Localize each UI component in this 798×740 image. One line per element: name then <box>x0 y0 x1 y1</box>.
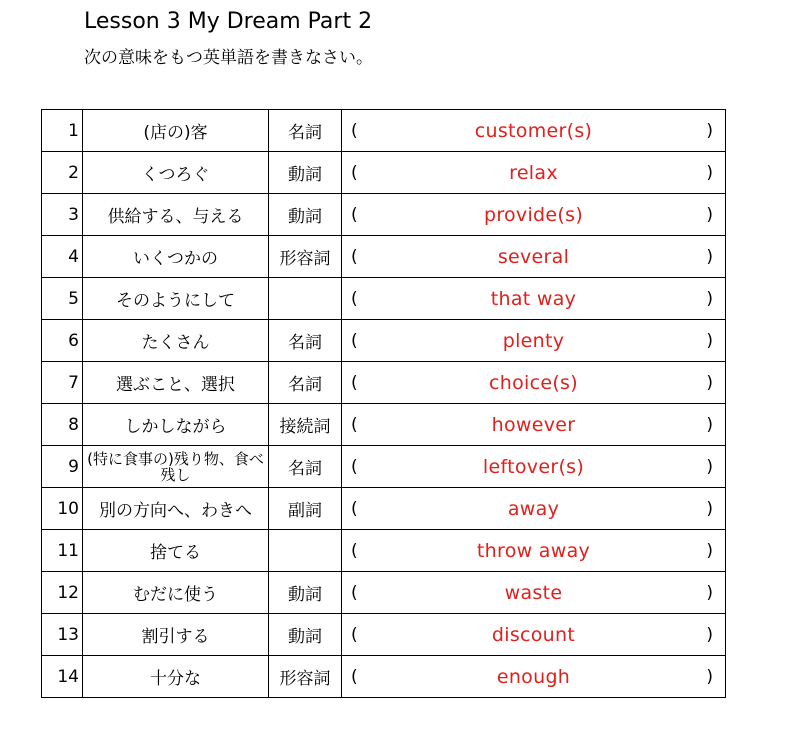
table-row <box>42 404 726 446</box>
close-paren: ) <box>706 667 713 687</box>
open-paren: ( <box>351 457 358 477</box>
answer-cell <box>342 110 726 152</box>
table-row <box>42 320 726 362</box>
open-paren: ( <box>351 121 358 141</box>
table-row <box>42 614 726 656</box>
part-of-speech: 副詞 <box>269 488 342 530</box>
english-answer: several <box>497 245 570 268</box>
part-of-speech: 接続詞 <box>269 404 342 446</box>
part-of-speech: 名詞 <box>269 446 342 488</box>
open-paren: ( <box>351 667 358 687</box>
part-of-speech: 形容詞 <box>269 656 342 698</box>
answer-cell <box>342 488 726 530</box>
close-paren: ) <box>706 625 713 645</box>
close-paren: ) <box>706 499 713 519</box>
table-row <box>42 488 726 530</box>
table-row <box>42 278 726 320</box>
answer-cell <box>342 362 726 404</box>
part-of-speech: 動詞 <box>269 152 342 194</box>
part-of-speech: 名詞 <box>269 320 342 362</box>
english-answer: discount <box>491 623 576 646</box>
english-answer: away <box>507 497 560 520</box>
row-number: 8 <box>42 404 83 446</box>
japanese-meaning: (店の)客 <box>83 110 269 152</box>
close-paren: ) <box>706 541 713 561</box>
answer-cell <box>342 614 726 656</box>
row-number: 2 <box>42 152 83 194</box>
part-of-speech <box>269 278 342 320</box>
table-row <box>42 572 726 614</box>
answer-cell <box>342 530 726 572</box>
part-of-speech: 名詞 <box>269 110 342 152</box>
row-number: 7 <box>42 362 83 404</box>
table-row <box>42 362 726 404</box>
open-paren: ( <box>351 415 358 435</box>
part-of-speech: 動詞 <box>269 614 342 656</box>
open-paren: ( <box>351 205 358 225</box>
japanese-meaning: しかしながら <box>83 404 269 446</box>
english-answer: provide(s) <box>483 203 584 226</box>
close-paren: ) <box>706 121 713 141</box>
japanese-meaning: 選ぶこと、選択 <box>83 362 269 404</box>
instruction-text: 次の意味をもつ英単語を書きなさい。 <box>84 48 373 68</box>
japanese-meaning: (特に食事の)残り物、食べ残し <box>83 446 269 488</box>
english-answer: waste <box>504 581 563 604</box>
open-paren: ( <box>351 247 358 267</box>
japanese-meaning: 十分な <box>83 656 269 698</box>
row-number: 4 <box>42 236 83 278</box>
japanese-meaning: たくさん <box>83 320 269 362</box>
table-row <box>42 656 726 698</box>
answer-cell <box>342 656 726 698</box>
japanese-meaning: 割引する <box>83 614 269 656</box>
close-paren: ) <box>706 457 713 477</box>
english-answer: leftover(s) <box>482 455 585 478</box>
open-paren: ( <box>351 541 358 561</box>
part-of-speech: 形容詞 <box>269 236 342 278</box>
table-row <box>42 194 726 236</box>
close-paren: ) <box>706 583 713 603</box>
english-answer: throw away <box>476 539 591 562</box>
answer-cell <box>342 404 726 446</box>
close-paren: ) <box>706 415 713 435</box>
japanese-meaning: 捨てる <box>83 530 269 572</box>
open-paren: ( <box>351 331 358 351</box>
answer-cell <box>342 236 726 278</box>
close-paren: ) <box>706 373 713 393</box>
row-number: 9 <box>42 446 83 488</box>
japanese-meaning: くつろぐ <box>83 152 269 194</box>
row-number: 14 <box>42 656 83 698</box>
japanese-meaning: むだに使う <box>83 572 269 614</box>
open-paren: ( <box>351 163 358 183</box>
row-number: 3 <box>42 194 83 236</box>
row-number: 5 <box>42 278 83 320</box>
page-title: Lesson 3 My Dream Part 2 <box>84 9 373 34</box>
english-answer: that way <box>490 287 577 310</box>
english-answer: relax <box>509 161 558 184</box>
answer-cell <box>342 278 726 320</box>
row-number: 12 <box>42 572 83 614</box>
english-answer: plenty <box>502 329 565 352</box>
row-number: 13 <box>42 614 83 656</box>
japanese-meaning: いくつかの <box>83 236 269 278</box>
answer-cell <box>342 152 726 194</box>
open-paren: ( <box>351 583 358 603</box>
japanese-meaning: 供給する、与える <box>83 194 269 236</box>
english-answer: however <box>491 413 576 436</box>
english-answer: enough <box>496 665 571 688</box>
table-row <box>42 530 726 572</box>
row-number: 6 <box>42 320 83 362</box>
open-paren: ( <box>351 373 358 393</box>
row-number: 10 <box>42 488 83 530</box>
english-answer: customer(s) <box>474 119 593 142</box>
row-number: 1 <box>42 110 83 152</box>
vocabulary-table <box>41 109 726 698</box>
close-paren: ) <box>706 331 713 351</box>
japanese-meaning: 別の方向へ、わきへ <box>83 488 269 530</box>
part-of-speech <box>269 530 342 572</box>
part-of-speech: 動詞 <box>269 194 342 236</box>
close-paren: ) <box>706 205 713 225</box>
close-paren: ) <box>706 163 713 183</box>
open-paren: ( <box>351 625 358 645</box>
close-paren: ) <box>706 289 713 309</box>
answer-cell <box>342 320 726 362</box>
answer-cell <box>342 446 726 488</box>
table-row <box>42 446 726 488</box>
table-row <box>42 236 726 278</box>
answer-cell <box>342 572 726 614</box>
open-paren: ( <box>351 289 358 309</box>
japanese-meaning: そのようにして <box>83 278 269 320</box>
table-row <box>42 110 726 152</box>
answer-cell <box>342 194 726 236</box>
row-number: 11 <box>42 530 83 572</box>
open-paren: ( <box>351 499 358 519</box>
part-of-speech: 名詞 <box>269 362 342 404</box>
table-row <box>42 152 726 194</box>
part-of-speech: 動詞 <box>269 572 342 614</box>
close-paren: ) <box>706 247 713 267</box>
english-answer: choice(s) <box>489 371 578 394</box>
